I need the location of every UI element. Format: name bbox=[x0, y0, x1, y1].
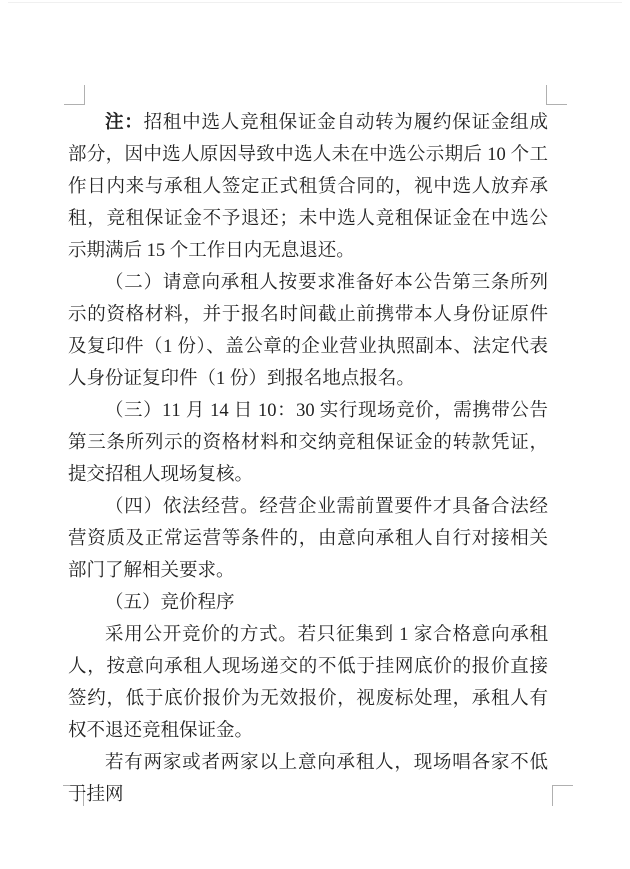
page-top-edge bbox=[8, 2, 622, 3]
note-label: 注： bbox=[105, 113, 144, 133]
paragraph-multiple-bidders-text: 若有两家或者两家以上意向承租人，现场唱各家不低于挂网 bbox=[68, 753, 548, 805]
paragraph-note-text: 招租中选人竞租保证金自动转为履约保证金组成部分，因中选人原因导致中选人未在中选公示期后 10 个工作日内来与承租人签定正式租赁合同的，视中选人放弃承租，竞租保证金不予退还；未中选人竞租保证金在中选公示期满后 15 个工作日内无息退还。 bbox=[68, 113, 548, 261]
paragraph-item-5-heading bbox=[68, 587, 548, 619]
paragraph-item-2 bbox=[68, 267, 548, 395]
paragraph-note bbox=[68, 107, 548, 267]
paragraph-multiple-bidders bbox=[68, 747, 548, 811]
margin-mark-bottom-right bbox=[552, 785, 573, 806]
document-body bbox=[68, 107, 548, 811]
paragraph-item-3-text: （三）11 月 14 日 10：30 实行现场竞价，需携带公告第三条所列示的资格材料和交纳竞租保证金的转款凭证，提交招租人现场复核。 bbox=[68, 401, 548, 485]
paragraph-item-3 bbox=[68, 395, 548, 491]
paragraph-item-5-heading-text: （五）竞价程序 bbox=[105, 593, 235, 613]
paragraph-bidding-process-text: 采用公开竞价的方式。若只征集到 1 家合格意向承租人，按意向承租人现场递交的不低于挂网底价的报价直接签约，低于底价报价为无效报价，视废标处理，承租人有权不退还竞租保证金。 bbox=[68, 625, 548, 741]
paragraph-item-4 bbox=[68, 491, 548, 587]
margin-mark-top-right bbox=[546, 85, 567, 105]
paragraph-item-2-text: （二）请意向承租人按要求准备好本公告第三条所列示的资格材料，并于报名时间截止前携带本人身份证原件及复印件（1 份）、盖公章的企业营业执照副本、法定代表人身份证复印件（1 份）到报名地点报名。 bbox=[68, 273, 548, 389]
paragraph-item-4-text: （四）依法经营。经营企业需前置要件才具备合法经营资质及正常运营等条件的，由意向承租人自行对接相关部门了解相关要求。 bbox=[68, 497, 548, 581]
paragraph-bidding-process bbox=[68, 619, 548, 747]
margin-mark-top-left bbox=[64, 85, 85, 105]
